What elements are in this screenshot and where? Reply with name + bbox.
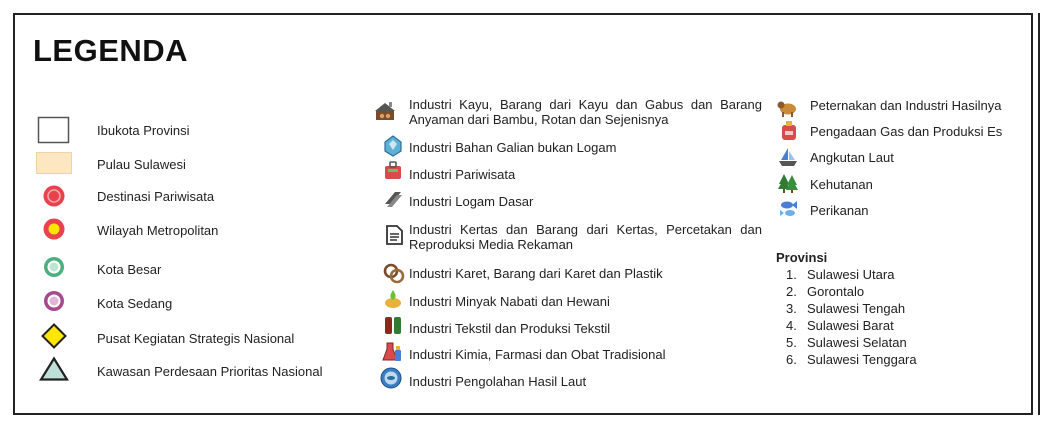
beige-rectangle-icon xyxy=(36,152,72,174)
industry-label-tekstil: Industri Tekstil dan Produksi Tekstil xyxy=(409,321,611,336)
metal-bar-icon xyxy=(382,187,404,209)
sawmill-icon xyxy=(374,100,396,122)
green-ring-circle-icon xyxy=(42,255,66,279)
symbol-label-kota-besar: Kota Besar xyxy=(97,262,162,277)
symbol-label-pkstrategis: Pusat Kegiatan Strategis Nasional xyxy=(97,331,295,346)
mineral-icon xyxy=(382,135,404,157)
industry-label-hasil-laut: Industri Pengolahan Hasil Laut xyxy=(409,374,587,389)
fish-icon xyxy=(778,197,800,219)
other-label-kehutanan: Kehutanan xyxy=(810,177,873,192)
provinces-title: Provinsi xyxy=(776,250,828,265)
other-label-peternakan: Peternakan dan Industri Hasilnya xyxy=(810,98,1002,113)
rubber-icon xyxy=(383,262,405,284)
red-yellow-circle-icon xyxy=(42,217,66,241)
seafood-processing-icon xyxy=(380,367,402,389)
other-label-perikanan: Perikanan xyxy=(810,203,869,218)
livestock-icon xyxy=(776,96,798,118)
other-label-gas: Pengadaan Gas dan Produksi Es xyxy=(810,124,1003,139)
map-edge-line xyxy=(1038,13,1040,415)
symbol-label-perdesaan: Kawasan Perdesaan Prioritas Nasional xyxy=(97,364,323,379)
industry-label-karet: Industri Karet, Barang dari Karet dan Plastik xyxy=(409,266,663,281)
gas-tank-icon xyxy=(778,120,800,142)
paper-document-icon xyxy=(383,224,405,246)
other-label-angkutan: Angkutan Laut xyxy=(810,150,894,165)
symbol-label-pulau: Pulau Sulawesi xyxy=(97,157,186,172)
symbol-label-metropolitan: Wilayah Metropolitan xyxy=(97,223,219,238)
symbol-label-destinasi: Destinasi Pariwisata xyxy=(97,189,215,204)
chemistry-icon xyxy=(382,341,404,363)
symbol-label-ibukota: Ibukota Provinsi xyxy=(97,123,190,138)
empty-square-icon xyxy=(37,116,71,144)
province-item: 1. Sulawesi Utara xyxy=(786,267,895,282)
purple-ring-circle-icon xyxy=(42,289,66,313)
red-circle-icon xyxy=(42,184,66,208)
legend-title: LEGENDA xyxy=(33,33,189,68)
forest-icon xyxy=(777,172,799,194)
industry-label-kayu: Industri Kayu, Barang dari Kayu dan Gabus dan Barang Anyaman dari Bambu, Rotan dan Sejenisnya xyxy=(409,97,762,127)
triangle-icon xyxy=(39,356,69,382)
province-item: 6. Sulawesi Tenggara xyxy=(786,352,917,367)
industry-label-kimia: Industri Kimia, Farmasi dan Obat Tradisional xyxy=(409,347,666,362)
province-item: 4. Sulawesi Barat xyxy=(786,318,894,333)
yellow-diamond-icon xyxy=(41,323,67,349)
symbol-label-kota-sedang: Kota Sedang xyxy=(97,296,173,311)
industry-label-kertas: Industri Kertas dan Barang dari Kertas, Percetakan dan Reproduksi Media Rekaman xyxy=(409,222,762,252)
ship-icon xyxy=(777,146,799,168)
industry-label-minyak: Industri Minyak Nabati dan Hewani xyxy=(409,294,610,309)
industry-label-pariwisata: Industri Pariwisata xyxy=(409,167,516,182)
oil-icon xyxy=(382,288,404,310)
industry-label-logam: Industri Logam Dasar xyxy=(409,194,534,209)
province-item: 3. Sulawesi Tengah xyxy=(786,301,906,316)
tourism-icon xyxy=(382,160,404,182)
province-item: 2. Gorontalo xyxy=(786,284,865,299)
province-item: 5. Sulawesi Selatan xyxy=(786,335,907,350)
industry-label-galian: Industri Bahan Galian bukan Logam xyxy=(409,140,617,155)
textile-icon xyxy=(382,314,404,336)
